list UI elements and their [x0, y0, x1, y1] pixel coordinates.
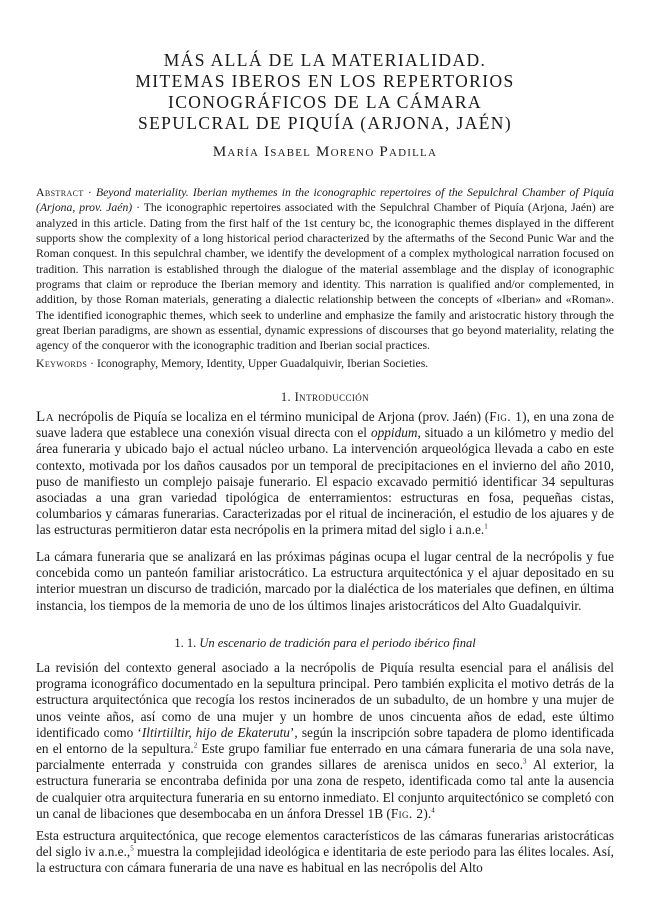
title-line: MÁS ALLÁ DE LA MATERIALIDAD.	[163, 50, 487, 70]
subsection-number: 1. 1.	[174, 636, 200, 650]
keywords-text: · Iconography, Memory, Identity, Upper Guadalquivir, Iberian Societies.	[87, 357, 429, 370]
paragraph-text: La revisión del contexto general asociado a la necrópolis de Piquía resulta esencial para el análisis del programa iconográfico documentado en la sepultura principal. Pero también explicita el motivo detrás de la estructura arquitectónica que recogía los restos incinerados de un subadulto, de un hombre y una mujer de unos veinte años, así como de una mujer y un hombre de unos cincuenta años de edad, este último identificado como ‘	[36, 660, 614, 740]
italic-name: Iltirtiiltir	[141, 724, 189, 740]
keywords	[36, 356, 614, 371]
paragraph-subsection-2	[36, 828, 614, 877]
figure-reference[interactable]: Fig. 2	[390, 805, 424, 821]
paragraph-introduction-2: La cámara funeraria que se analizará en las próximas páginas ocupa el lugar central de la necrópolis y fue concebida como un panteón familiar aristocrático. La estructura arquitectónica y el ajuar depositado en su interior muestran un discurso de tradición, marcado por la dialéctica de los materiales que definen, en última instancia, los tiempos de la memoria de uno de los últimos linajes aristocráticos del Alto Guadalquivir.	[36, 549, 614, 613]
paragraph-text: necrópolis de Piquía se localiza en el término municipal de Arjona (prov. Jaén) (	[54, 409, 490, 424]
subsection-heading	[36, 636, 614, 651]
section-heading	[36, 390, 614, 405]
section-heading-text: 1. Introducción	[280, 390, 370, 404]
paragraph-subsection-1	[36, 660, 614, 822]
footnote-ref[interactable]: 2	[193, 741, 198, 750]
italic-name: Ekaterutu	[237, 724, 290, 740]
title-line: MITEMAS IBEROS EN LOS REPERTORIOS	[135, 71, 515, 91]
figure-reference[interactable]: Fig. 1	[489, 409, 523, 424]
footnote-ref[interactable]: 1	[484, 523, 488, 531]
keywords-label: Keywords	[36, 357, 88, 370]
footnote-ref[interactable]: 5	[130, 844, 134, 853]
paragraph-introduction-1	[36, 409, 614, 539]
paragraph-text: ), en una zona de suave ladera que establece una conexión visual directa con el	[36, 409, 614, 441]
abstract-label: Abstract	[36, 186, 84, 199]
abstract	[36, 185, 614, 354]
paragraph-text: ).	[423, 805, 432, 821]
subsection-title: Un escenario de tradición para el periodo ibérico final	[199, 636, 476, 650]
paragraph-text: ’, según la inscripción sobre tapadera de plomo identificada en el entorno de la sepultura.	[36, 724, 614, 757]
italic-term: oppidum	[370, 425, 418, 441]
paragraph-text: Este grupo familiar fue enterrado en una cámara funeraria de una sola nave, parcialmente enterrada y construida con grandes sillares de arenisca unidos en seco.	[36, 741, 614, 773]
abstract-text: · The iconographic repertoires associated with the Sepulchral Chamber of Piquía (Arjona, Jaén) are analyzed in this article. Dating from the first half of the 1st century bc, the iconographic themes displayed in the different supports show the complexity of a long historical period characterized by the aftermaths of the Second Punic War and the Roman conquest. In this sepulchral chamber, we identify the development of a complex mythological narration focused on tradition. This narration is established through the dialogue of the material assemblage and the display of iconographic programs that claim or reproduce the Iberian memory and identity. This narration is qualified and/or complemented, in addition, by those Roman materials, generating a dialectic relationship between the concepts of «Iberian» and «Roman». The identified iconographic themes, which seek to underline and emphasize the family and aristocratic history through the great Iberian paradigms, are shown as essential, dynamic expressions of discourses that go beyond materiality, relating the agency of the conqueror with the iconographic tradition and Iberian social practices.	[36, 201, 614, 353]
paragraph-text: Al exterior, la estructura funeraria se encontraba definida por una zona de respeto, identificada como tal ante la ausencia de cualquier otra arquitectura funeraria en su entorno inmediato. El conjunto arquitectónico se completó con un canal de libaciones que desembocaba en un ánfora Dressel 1B (	[36, 757, 614, 821]
abstract-separator: ·	[83, 186, 96, 199]
article-title	[60, 50, 590, 134]
italic-text: , hijo de	[188, 724, 238, 740]
footnote-ref[interactable]: 3	[523, 757, 527, 766]
dropcap: La	[36, 409, 55, 425]
abstract-english-title: Beyond materiality. Iberian mythemes in the iconographic repertoires of the Sepulchral Chamber of Piquía (Arjona, prov. Jaén)	[36, 186, 614, 215]
paragraph-text: Esta estructura arquitectónica, que recoge elementos característicos de las cámaras funerarias aristocráticas del siglo iv a.n.e.,	[36, 828, 614, 860]
title-line: ICONOGRÁFICOS DE LA CÁMARA	[168, 92, 482, 112]
paragraph-text: , situado a un kilómetro y medio del área funeraria y ubicado bajo el actual núcleo urbano. La intervención arqueológica llevada a cabo en este contexto, motivada por los daños causados por un temporal de precipitaciones en el invierno del año 2010, puso de manifiesto un complejo paisaje funerario. El espacio excavado permitió identificar 34 sepulturas asociadas a una gran variedad tipológica de enterramientos: estructuras en fosa, pequeñas cistas, columbarios y cámaras funerarias. Caracterizadas por el ritual de incineración, el estudio de los ajuares y de las estructuras permitieron datar esta necrópolis en la primera mitad del siglo i a.n.e.	[36, 425, 614, 538]
title-line: SEPULCRAL DE PIQUÍA (ARJONA, JAÉN)	[137, 113, 513, 133]
footnote-ref[interactable]: 4	[431, 806, 435, 815]
author-name: María Isabel Moreno Padilla	[212, 144, 438, 160]
paragraph-text: muestra la complejidad ideológica e identitaria de este periodo para las élites locales. Así, la estructura con cámara funeraria de una nave es habitual en las necrópolis del Alto	[36, 844, 614, 876]
